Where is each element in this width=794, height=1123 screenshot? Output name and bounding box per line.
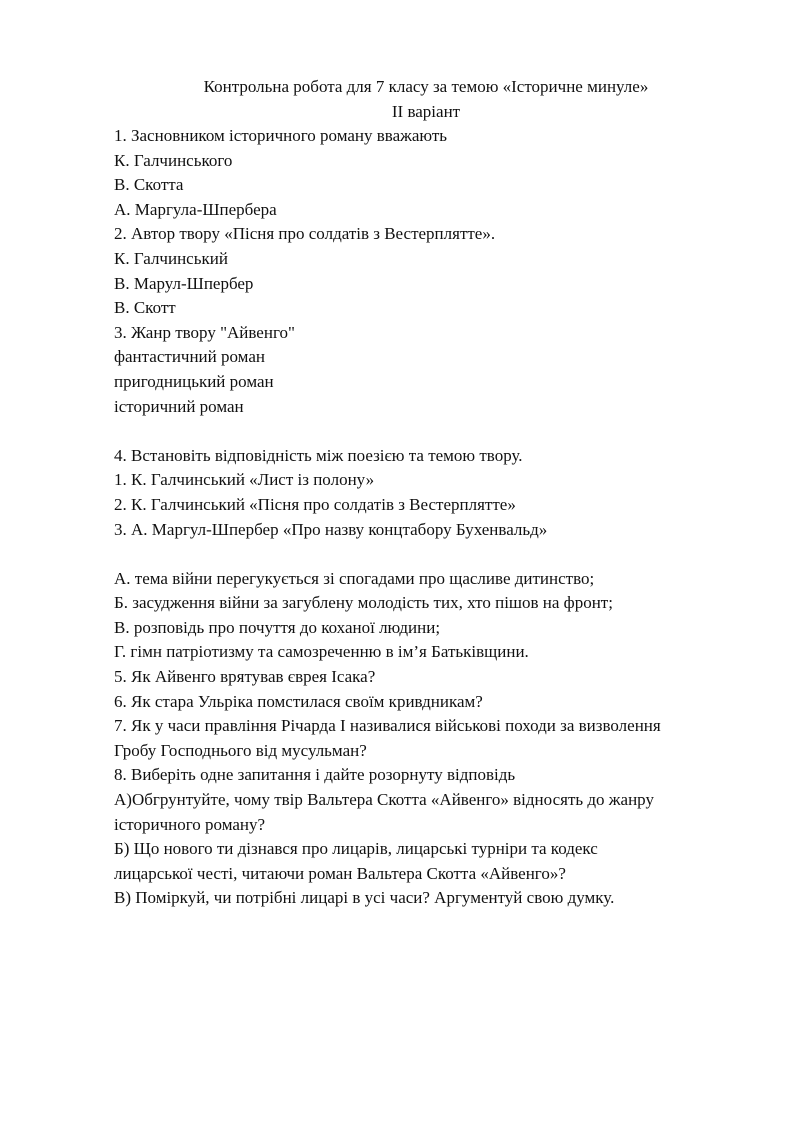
q1-option: А. Маргула-Шпербера: [114, 199, 277, 219]
question-6: 6. Як стара Ульріка помстилася своїм кривдникам?: [114, 691, 483, 711]
question-8: 8. Виберіть одне запитання і дайте розорнуту відповідь: [114, 765, 516, 785]
q3-option: пригодницький роман: [114, 371, 274, 391]
q2-option: В. Скотт: [114, 298, 176, 318]
q2-option: К. Галчинський: [114, 248, 228, 268]
q8-option-b: Б) Що нового ти дізнався про лицарів, лицарські турніри та кодекс: [114, 839, 598, 859]
question-7-continued: Гробу Господнього від мусульман?: [114, 740, 367, 760]
spacer: [114, 542, 754, 567]
q1-option: К. Галчинського: [114, 150, 233, 170]
title-block: [0, 75, 794, 124]
question-3: 3. Жанр твору "Айвенго": [114, 322, 295, 342]
question-1: 1. Засновником історичного роману вважають: [114, 126, 448, 145]
spacer: [114, 419, 754, 444]
document-body: [114, 124, 754, 911]
question-7: 7. Як у часи правління Річарда І називалися військові походи за визволення: [114, 716, 661, 736]
q4-theme: В. розповідь про почуття до коханої людини;: [114, 617, 441, 637]
page-title: Контрольна робота для 7 класу за темою «Історичне минуле»: [203, 77, 649, 96]
question-5: 5. Як Айвенго врятував єврея Ісака?: [114, 667, 376, 687]
q1-option: В. Скотта: [114, 175, 184, 195]
q4-poem: 3. А. Маргул-Шпербер «Про назву концтабору Бухенвальд»: [114, 519, 548, 539]
q8-option-b-continued: лицарської честі, читаючи роман Вальтера Скотта «Айвенго»?: [114, 863, 566, 883]
variant-label: ІІ варіант: [391, 101, 461, 121]
q4-theme: А. тема війни перегукується зі спогадами про щасливе дитинство;: [114, 568, 595, 588]
question-2: 2. Автор твору «Пісня про солдатів з Вестерплятте».: [114, 224, 496, 244]
q2-option: В. Марул-Шпербер: [114, 273, 254, 293]
question-4: 4. Встановіть відповідність між поезією та темою твору.: [114, 445, 523, 465]
q8-option-a: А)Обгрунтуйте, чому твір Вальтера Скотта «Айвенго» відносять до жанру: [114, 790, 654, 810]
q4-poem: 2. К. Галчинський «Пісня про солдатів з Вестерплятте»: [114, 494, 516, 514]
q8-option-a-continued: історичного роману?: [114, 814, 266, 834]
q8-option-c: В) Поміркуй, чи потрібні лицарі в усі часи? Аргументуй свою думку.: [114, 888, 615, 908]
q3-option: фантастичний роман: [114, 347, 265, 367]
q3-option: історичний роман: [114, 396, 244, 416]
q4-theme: Б. засудження війни за загублену молодість тих, хто пішов на фронт;: [114, 593, 613, 613]
q4-theme: Г. гімн патріотизму та самозреченню в ім’я Батьківщини.: [114, 642, 529, 662]
q4-poem: 1. К. Галчинський «Лист із полону»: [114, 470, 375, 490]
